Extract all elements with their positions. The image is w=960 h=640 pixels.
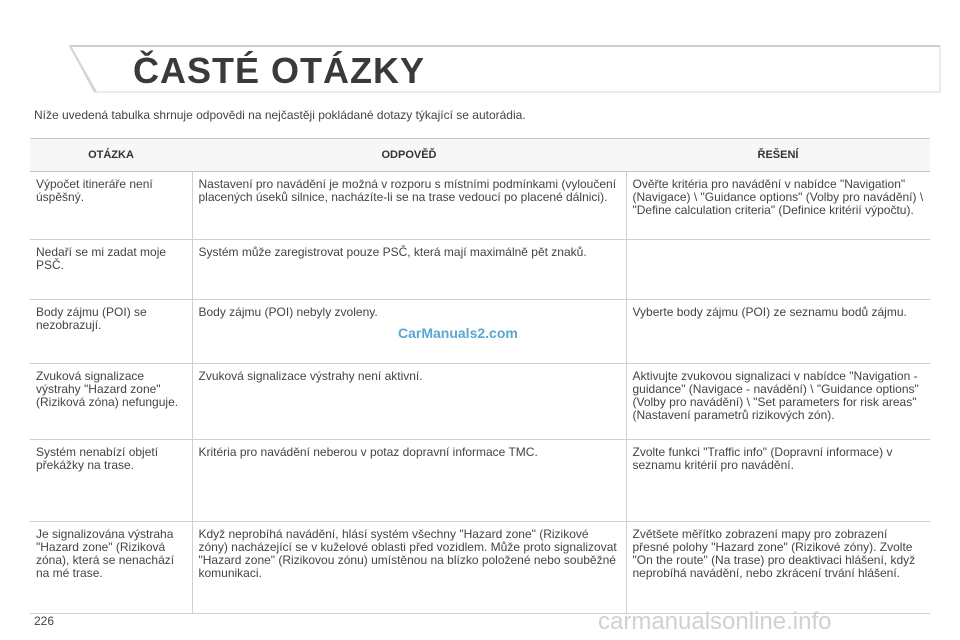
solution-cell: [626, 240, 930, 300]
table-row: [30, 440, 930, 522]
column-header-answer: ODPOVĚĎ: [192, 139, 626, 172]
answer-cell: Body zájmu (POI) nebyly zvoleny.: [192, 300, 626, 364]
question-cell: Zvuková signalizace výstrahy "Hazard zone" (Riziková zóna) nefunguje.: [30, 364, 192, 440]
column-header-solution: ŘEŠENÍ: [626, 139, 930, 172]
answer-cell: Nastavení pro navádění je možná v rozporu s místními podmínkami (vyloučení placených úseků silnice, nacházíte-li se na trase vedoucí po placené dálnici).: [192, 172, 626, 240]
question-cell: Body zájmu (POI) se nezobrazují.: [30, 300, 192, 364]
solution-cell: Zvětšete měřítko zobrazení mapy pro zobrazení přesné polohy "Hazard zone" (Rizikové zóny). Zvolte "On the route" (Na trase) pro deaktivaci hlášení, když neprobíhá navádění, nebo zkrácení trvání hlášení.: [626, 522, 930, 614]
intro-text: Níže uvedená tabulka shrnuje odpovědi na nejčastěji pokládané dotazy týkající se autorádia.: [34, 108, 526, 122]
table-row: [30, 240, 930, 300]
watermark-site: carmanualsonline.info: [598, 608, 832, 635]
question-cell: Výpočet itineráře není úspěšný.: [30, 172, 192, 240]
solution-cell: Ověřte kritéria pro navádění v nabídce "Navigation" (Navigace) \ "Guidance options" (Volby pro navádění) \ "Define calculation criteria" (Definice kritérií výpočtu).: [626, 172, 930, 240]
answer-cell: Zvuková signalizace výstrahy není aktivní.: [192, 364, 626, 440]
table-header-row: [30, 139, 930, 172]
question-cell: Nedaří se mi zadat moje PSČ.: [30, 240, 192, 300]
solution-cell: Vyberte body zájmu (POI) ze seznamu bodů zájmu.: [626, 300, 930, 364]
faq-table: [30, 138, 930, 614]
answer-cell: Systém může zaregistrovat pouze PSČ, která mají maximálně pět znaků.: [192, 240, 626, 300]
table-row: [30, 172, 930, 240]
solution-cell: Zvolte funkci "Traffic info" (Dopravní informace) v seznamu kritérií pro navádění.: [626, 440, 930, 522]
question-cell: Systém nenabízí objetí překážky na trase.: [30, 440, 192, 522]
answer-cell: Kritéria pro navádění neberou v potaz dopravní informace TMC.: [192, 440, 626, 522]
solution-cell: Aktivujte zvukovou signalizaci v nabídce "Navigation - guidance" (Navigace - navádění) \ "Guidance options" (Volby pro navádění) \ "Set parameters for risk areas" (Nastavení parametrů rizikových zón).: [626, 364, 930, 440]
column-header-question: OTÁZKA: [30, 139, 192, 172]
table-row: [30, 364, 930, 440]
question-cell: Je signalizována výstraha "Hazard zone" (Riziková zóna), která se nenachází na mé trase.: [30, 522, 192, 614]
answer-cell: Když neprobíhá navádění, hlásí systém všechny "Hazard zone" (Rizikové zóny) nacházející se v kuželové oblasti před vozidlem. Může proto signalizovat "Hazard zone" (Rizikovou zónu) umístěnou na blízko položené nebo souběžné komunikaci.: [192, 522, 626, 614]
page-number: 226: [34, 614, 55, 628]
table-row: [30, 522, 930, 614]
page-title: ČASTÉ OTÁZKY: [133, 50, 426, 91]
watermark-carmanuals: CarManuals2.com: [398, 325, 518, 341]
